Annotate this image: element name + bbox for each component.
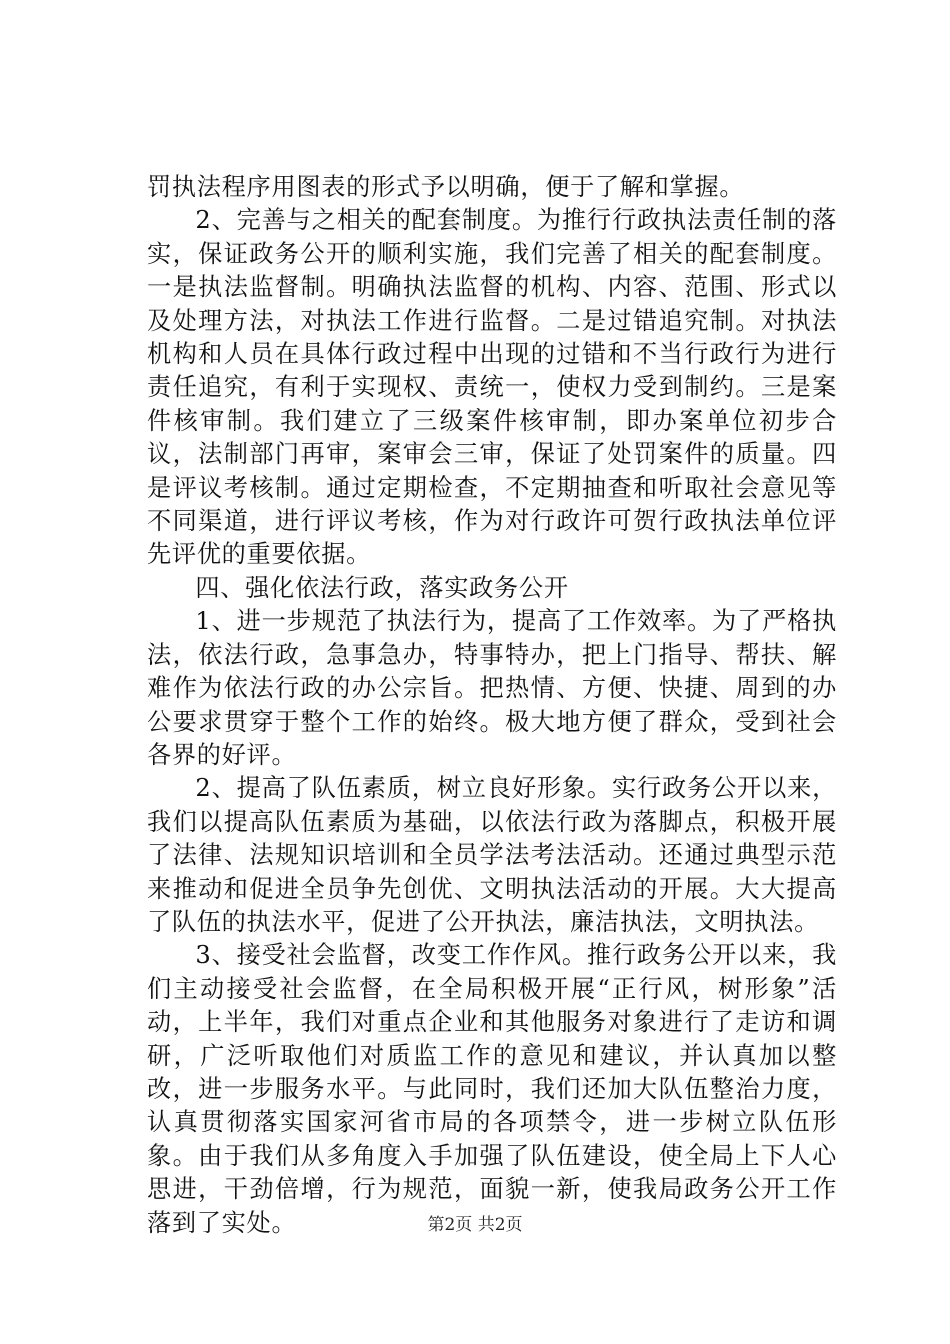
paragraph-3: 1、进一步规范了执法行为，提高了工作效率。为了严格执法，依法行政，急事急办，特事特办，把上门指导、帮扶、解难作为依法行政的办公宗旨。把热情、方便、快捷、周到的办公要求贯穿于整个工作的始终。极大地方便了群众，受到社会各界的好评。: [147, 607, 837, 769]
section-heading: 四、强化依法行政，落实政务公开: [195, 573, 569, 602]
document-body: [147, 171, 837, 1240]
paragraph-5: 3、接受社会监督，改变工作作风。推行政务公开以来，我们主动接受社会监督，在全局积极开展“正行风，树形象”活动，上半年，我们对重点企业和其他服务对象进行了走访和调研，广泛听取他们对质监工作的意见和建议，并认真加以整改，进一步服务水平。与此同时，我们还加大队伍整治力度，认真贯彻落实国家河省市局的各项禁令，进一步树立队伍形象。由于我们从多角度入手加强了队伍建设，使全局上下人心思进，干劲倍增，行为规范，面貌一新，使我局政务公开工作落到了实处。: [147, 941, 837, 1237]
paragraph-4: 2、提高了队伍素质，树立良好形象。实行政务公开以来，我们以提高队伍素质为基础，以依法行政为落脚点，积极开展了法律、法规知识培训和全员学法考法活动。还通过典型示范来推动和促进全员争先创优、文明执法活动的开展。大大提高了队伍的执法水平，促进了公开执法，廉洁执法，文明执法。: [147, 774, 837, 936]
paragraph-2: 2、完善与之相关的配套制度。为推行行政执法责任制的落实，保证政务公开的顺利实施，我们完善了相关的配套制度。一是执法监督制。明确执法监督的机构、内容、范围、形式以及处理方法，对执法工作进行监督。二是过错追究制。对执法机构和人员在具体行政过程中出现的过错和不当行政行为进行责任追究，有利于实现权、责统一，使权力受到制约。三是案件核审制。我们建立了三级案件核审制，即办案单位初步合议，法制部门再审，案审会三审，保证了处罚案件的质量。四是评议考核制。通过定期检查，不定期抽查和听取社会意见等不同渠道，进行评议考核，作为对行政许可贺行政执法单位评先评优的重要依据。: [147, 206, 837, 569]
page-number-footer: 第2页 共2页: [427, 1215, 523, 1235]
paragraph-1: 罚执法程序用图表的形式予以明确，便于了解和掌握。: [147, 173, 745, 201]
